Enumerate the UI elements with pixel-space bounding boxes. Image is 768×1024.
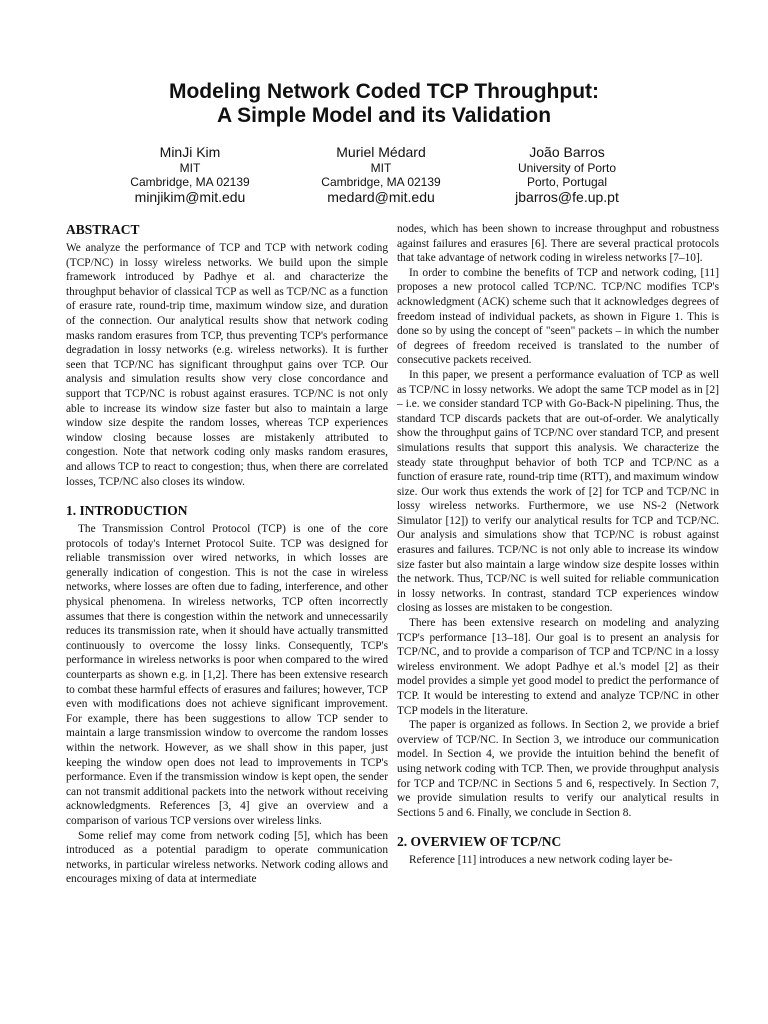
author-affiliation: MIT <box>179 161 201 175</box>
abstract-text: We analyze the performance of TCP and TCP with network coding (TCP/NC) in lossy wireless networks. We build upon the simple framework introduced by Padhye et al. and characterize the throughput behavior of classical TCP as well as TCP/NC as a function of erasure rate, round-trip time, maximum window size, and duration of the connection. Our analytical results show that network coding masks random erasures from TCP, thus preventing TCP's performance degradation in lossy networks (e.g. wireless networks). It is further seen that TCP/NC has significant throughput gains over TCP. Our analysis and simulation results show very close concordance and support that TCP/NC is robust against erasures. TCP/NC is not only able to increase its window size faster but also to maintain a large window size despite the random losses, whereas TCP experiences window closing because losses are mistakenly attributed to congestion. Note that network coding only masks random erasures, and allows TCP to react to congestion; thus, when there are correlated losses, TCP/NC also closes its window. <box>66 242 388 488</box>
author-name: MinJi Kim <box>159 144 221 160</box>
intro-paragraph-6: The paper is organized as follows. In Section 2, we provide a brief overview of TCP/NC. In Section 3, we introduce our communication model. In Section 4, we provide the intuition behind the benefit of using network coding with TCP. Then, we provide throughput analysis for TCP and TCP/NC in Sections 5 and 6, respectively. In Section 7, we provide simulation results to verify our analytical results in Sections 5 and 6. Finally, we conclude in Section 8. <box>397 719 719 819</box>
author-1 <box>80 144 300 206</box>
intro-paragraph-5: There has been extensive research on modeling and analyzing TCP's performance [13–18]. Our goal is to present an analysis for TCP/NC, and to provide a comparison of TCP and TCP/NC in a lossy wireless environment. We adopt Padhye et al.'s model [2] as their model provides a simple yet good model to predict the performance of TCP. It would be interesting to extend and analyze TCP/NC in other TCP models in the literature. <box>397 617 719 717</box>
intro-paragraph-3: In order to combine the benefits of TCP and network coding, [11] proposes a new protocol called TCP/NC. TCP/NC modifies TCP's acknowledgment (ACK) scheme such that it acknowledges degrees of freedom instead of individual packets, as shown in Figure 1. This is done so by using the concept of "seen" packets – in which the number of degrees of freedom received is translated to the number of consecutive packets received. <box>397 266 719 367</box>
author-email: minjikim@mit.edu <box>134 189 246 205</box>
abstract-heading: ABSTRACT <box>66 222 140 237</box>
author-location: Cambridge, MA 02139 <box>321 175 441 189</box>
author-affiliation: MIT <box>370 161 392 175</box>
intro-paragraph-2-continued: nodes, which has been shown to increase throughput and robustness against failures and erasures [6]. There are several practical protocols that take advantage of network coding in wireless networks [7–10]. <box>397 223 719 265</box>
author-3 <box>457 144 677 206</box>
left-column <box>66 222 388 887</box>
author-location: Porto, Portugal <box>526 175 608 189</box>
author-email: jbarros@fe.up.pt <box>515 189 619 205</box>
author-email: medard@mit.edu <box>327 189 435 205</box>
right-column <box>397 222 719 868</box>
author-name: Muriel Médard <box>336 144 426 160</box>
overview-heading: 2. OVERVIEW OF TCP/NC <box>397 834 562 850</box>
intro-paragraph-2: Some relief may come from network coding [5], which has been introduced as a potential paradigm to operate communication networks, in particular wireless networks. Network coding allows and encourages mixing of data at intermediate <box>66 829 388 886</box>
author-affiliation: University of Porto <box>517 161 617 175</box>
title-line-2: A Simple Model and its Validation <box>216 104 552 127</box>
intro-paragraph-4: In this paper, we present a performance evaluation of TCP as well as TCP/NC in lossy networks. We adopt the same TCP model as in [2] – i.e. we consider standard TCP with Go-Back-N pipelining. Thus, the standard TCP discards packets that are out-of-order. We analytically show the throughput gains of TCP/NC over standard TCP, and present simulations results that support this analysis. We characterize the steady state throughput behavior of both TCP and TCP/NC as a function of erasure rate, round-trip time (RTT), and maximum window size. Our work thus extends the work of [2] for TCP and TCP/NC in lossy wireless networks. Furthermore, we use NS-2 (Network Simulator [12]) to verify our analytical results for TCP and TCP/NC. Our analysis and simulations show that TCP/NC is robust against erasures and failures. TCP/NC is not only able to increase its window size faster but also maintain a large window size despite losses within the network. Thus, TCP/NC is well suited for reliable communication in lossy networks. In contrast, standard TCP experiences window closing as losses are mistaken to be congestion. <box>397 368 719 615</box>
overview-paragraph-1: Reference [11] introduces a new network coding layer be- <box>409 854 673 867</box>
author-location: Cambridge, MA 02139 <box>130 175 250 189</box>
author-name: João Barros <box>529 144 605 160</box>
paper-title <box>0 80 768 128</box>
intro-paragraph-1: The Transmission Control Protocol (TCP) is one of the core protocols of today's Internet Protocol Suite. TCP was designed for reliable transmission over wired networks, in which losses are generally indication of congestion. This is not the case in wireless networks, where losses are often due to fading, interference, and other physical phenomena. In wireless networks, TCP often incorrectly assumes that there is congestion within the network and unnecessarily reduces its transmission rate, when it should have actually transmitted continuously to overcome the lossy links. Consequently, TCP's performance in wireless networks is poor when compared to the wired counterparts as shown e.g. in [1,2]. There has been extensive research to combat these harmful effects of erasures and failures; however, TCP even with modifications does not achieve significant improvement. For example, there has been suggestions to allow TCP sender to maintain a large transmission window to overcome the random losses within the network. However, as we shall show in this paper, just keeping the window open does not lead to improvements in TCP's performance. Even if the transmission window is kept open, the sender can not transmit additional packets into the network without receiving acknowledgments. References [3, 4] give an overview and a comparison of various TCP versions over wireless links. <box>66 523 389 827</box>
introduction-heading: 1. INTRODUCTION <box>66 503 188 519</box>
title-line-1: Modeling Network Coded TCP Throughput: <box>168 80 600 103</box>
